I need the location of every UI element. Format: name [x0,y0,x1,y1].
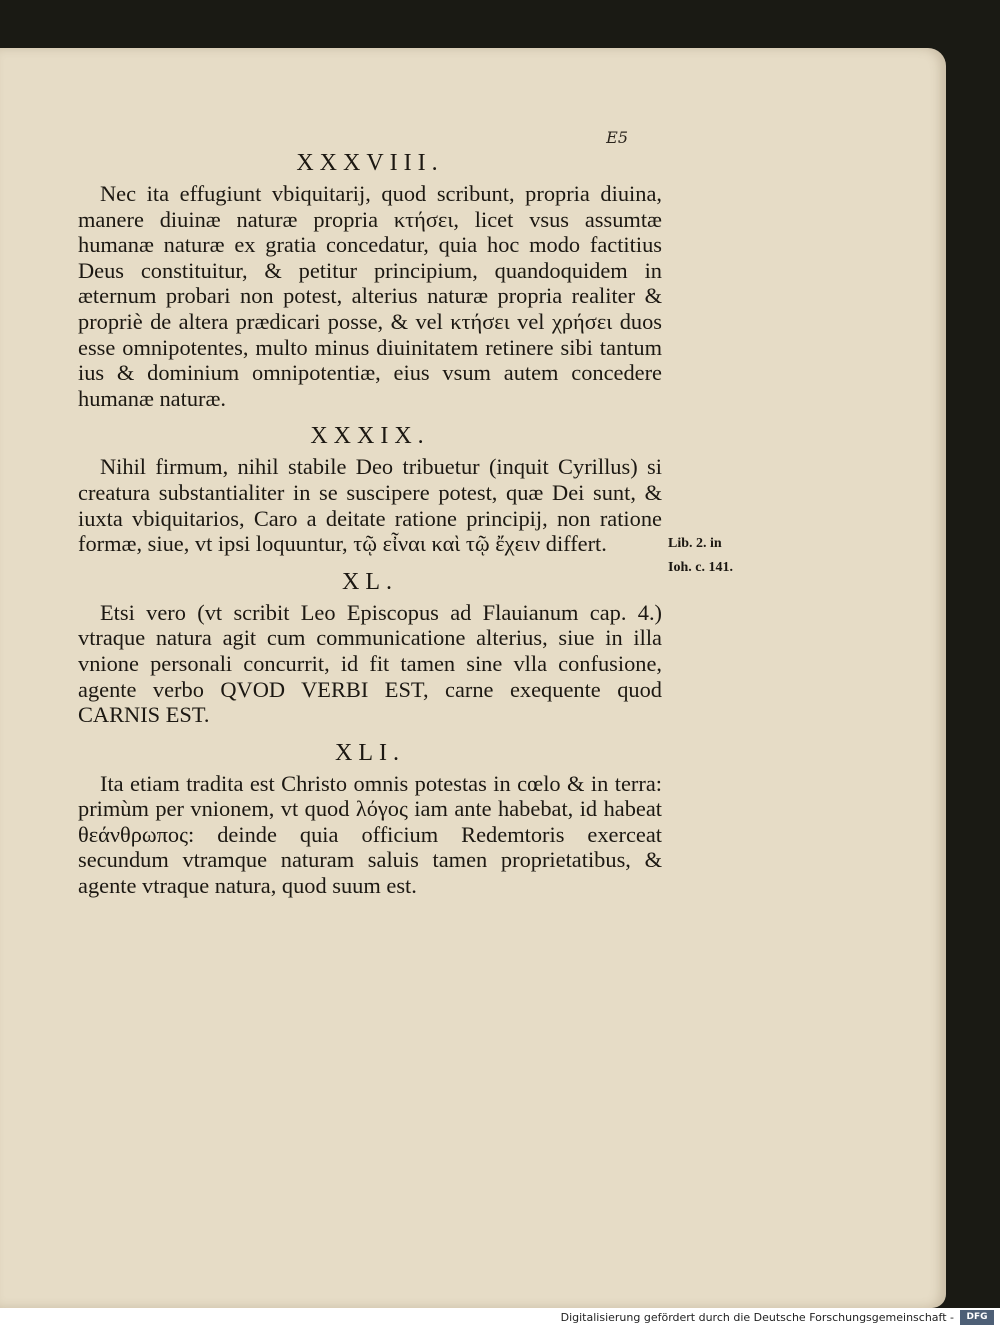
margin-note-line-2: Ioh. c. 141. [668,560,733,575]
margin-note-line-1: Lib. 2. in [668,536,722,551]
section-text-39: Nihil firmum, nihil stabile Deo tribuetur (inquit Cyrillus) si creatura substantialiter in se suscipere potest, quæ Dei sunt, & iuxta vbiquitarios, Caro a deitate ratione principij, non ratione formæ, siue, vt ipsi loquuntur, τῷ εἶναι καὶ τῷ ἔχειν differt. [78,454,662,557]
footer-credit: Digitalisierung gefördert durch die Deutsche Forschungsgemeinschaft - [560,1311,954,1324]
section-text-38: Nec ita effugiunt vbiquitarij, quod scribunt, propria diuina, manere diuinæ naturæ propria κτήσει, licet vsus assumtæ humanæ naturæ ex gratia concedatur, quia hoc modo factitius Deus constituitur, & petitur principium, quandoquidem in æternum probari non potest, alterius naturæ propria realiter & propriè de altera prædicari posse, & vel κτήσει vel χρήσει duos esse omnipotentes, multo minus diuinitatem retinere sibi tantum ius & dominium omnipotentiæ, eius vsum autem concedere humanæ naturæ. [78,181,662,411]
section-text-41: Ita etiam tradita est Christo omnis potestas in cœlo & in terra: primùm per vnionem, vt quod λόγος iam ante habebat, id habeat θεάνθρωπος: deinde quia officium Redemtoris exerceat secundum vtramque naturam saluis tamen proprietatibus, & agente vtraque natura, quod suum est. [78,770,662,899]
page-number: E5 [606,128,628,147]
section-heading-40: XL. [342,568,398,595]
section-heading-38: XXXVIII. [296,150,444,176]
scanned-page [0,48,946,1308]
dfg-logo-icon: DFG [960,1310,994,1325]
text-block [78,150,662,911]
margin-note [668,532,768,580]
footer [0,1308,1000,1328]
section-heading-41: XLI. [335,739,405,766]
section-text-40: Etsi vero (vt scribit Leo Episcopus ad Flauianum cap. 4.) vtraque natura agit cum communicatione alterius, siue in illa vnione personali concurrit, id fit tamen sine vlla confusione, agente verbo QVOD VERBI EST, carne exequente quod CARNIS EST. [78,599,662,728]
section-heading-39: XXXIX. [310,423,430,450]
